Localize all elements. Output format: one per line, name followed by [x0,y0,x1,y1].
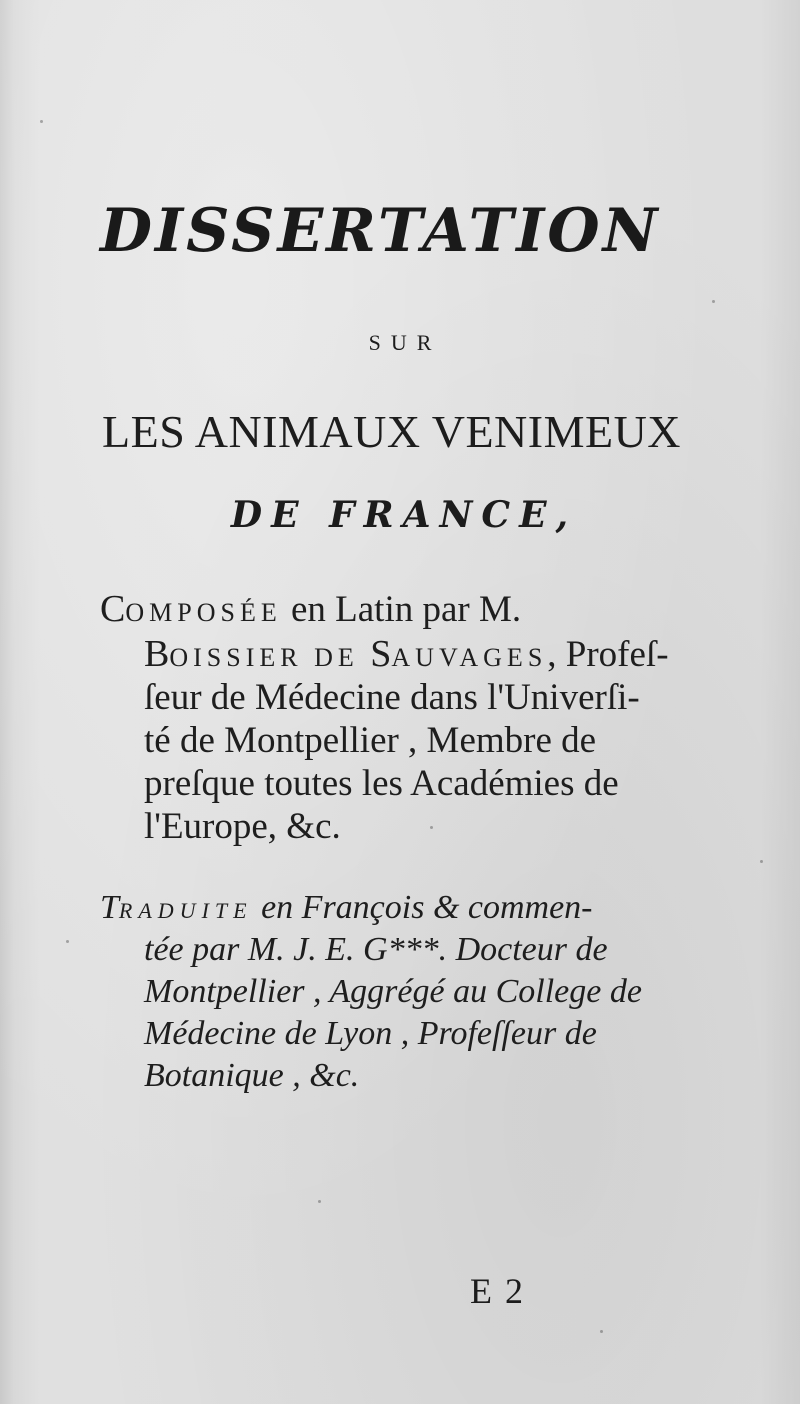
translation-line-3: Montpellier , Aggrégé au College de [144,973,642,1010]
authorship-line-6: l'Europe, &c. [144,806,341,847]
paper-speck [40,120,43,123]
translation-line-5: Botanique , &c. [144,1057,360,1094]
paper-speck [430,826,433,829]
paper-speck [760,860,763,863]
authorship-line-3: ſeur de Médecine dans l'Univerſi- [144,677,640,718]
title: DISSERTATION [100,196,661,266]
authorship-line-2: BOISSIER DE SAUVAGES, Profeſ- [144,633,669,675]
paper-speck [66,940,69,943]
subject-heading: LES ANIMAUX VENIMEUX [102,406,682,457]
authorship-line-1: COMPOSÉE en Latin par M. [100,588,522,630]
paper-speck [318,1200,321,1203]
authorship-line-5: preſque toutes les Académies de [144,763,619,804]
connector-word: SUR [368,330,442,355]
country-heading: DE FRANCE, [230,494,578,536]
translation-line-2: tée par M. J. E. G***. Docteur de [144,931,608,968]
paper-speck [600,1330,603,1333]
paper-speck [712,300,715,303]
signature-mark: E 2 [470,1271,525,1311]
authorship-line-4: té de Montpellier , Membre de [144,720,597,761]
translation-line-4: Médecine de Lyon , Profeſſeur de [144,1015,597,1052]
translation-line-1: TRADUITE en François & commen- [100,889,593,926]
